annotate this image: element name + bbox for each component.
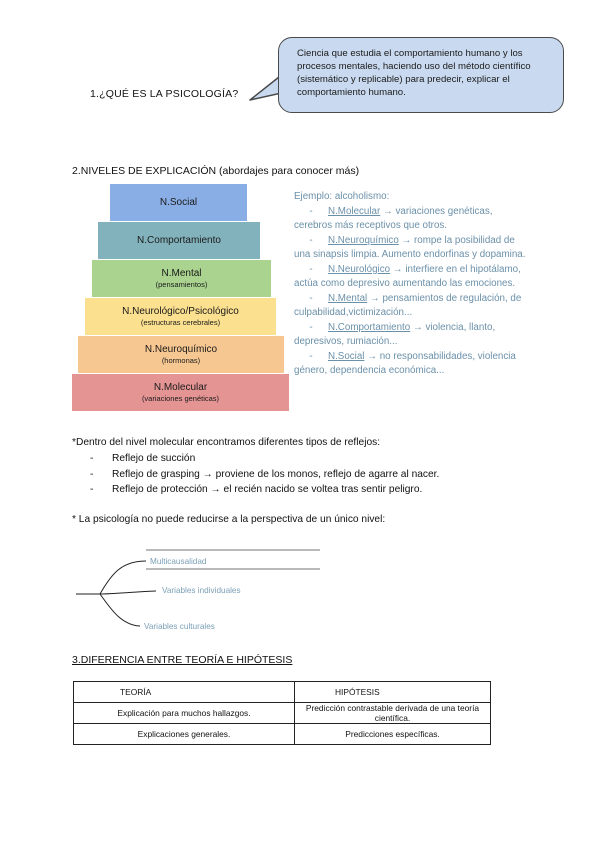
pyramid-level-neurologico bbox=[85, 298, 276, 335]
pyramid-label: N.Mental bbox=[161, 267, 202, 279]
table-row bbox=[74, 724, 491, 745]
example-level: N.Comportamiento bbox=[328, 321, 411, 333]
comparison-table bbox=[73, 681, 491, 745]
pyramid-sublabel: (hormonas) bbox=[161, 355, 201, 365]
pyramid-label: N.Social bbox=[159, 196, 198, 208]
example-item: - N.Comportamiento → violencia, llanto, depresivos, rumiación... bbox=[294, 321, 496, 347]
example-text: → interfiere en el hipotálamo, actúa como depresivo aumentando las emociones. bbox=[294, 263, 521, 289]
reflexes-list bbox=[90, 451, 439, 498]
pyramid-sublabel: (variaciones genéticas) bbox=[141, 393, 220, 403]
example-text: → pensamientos de regulación, de culpabilidad,victimización... bbox=[294, 292, 522, 318]
list-item: - Reflejo de succión bbox=[90, 453, 196, 464]
table-cell: Explicaciones generales. bbox=[74, 724, 295, 745]
table-cell: Predicciones específicas. bbox=[295, 724, 491, 745]
branch-line bbox=[100, 594, 140, 626]
example-intro: Ejemplo: alcoholismo: bbox=[294, 191, 390, 202]
single-level-note: * La psicología no puede reducirse a la perspectiva de un único nivel: bbox=[72, 514, 386, 525]
example-item: - N.Mental → pensamientos de regulación, de culpabilidad,victimización... bbox=[294, 292, 522, 318]
section-2-title: 2.NIVELES DE EXPLICACIÓN (abordajes para conocer más) bbox=[72, 165, 360, 177]
example-level: N.Mental bbox=[328, 292, 368, 304]
pyramid-label: N.Neuroquímico bbox=[144, 343, 218, 355]
multicausality-diagram bbox=[70, 543, 330, 635]
example-level: N.Social bbox=[328, 350, 365, 362]
list-item: - Reflejo de grasping → proviene de los monos, reflejo de agarre al nacer. bbox=[90, 468, 440, 480]
pyramid-level-mental bbox=[92, 260, 271, 297]
pyramid-level-comportamiento bbox=[98, 222, 260, 259]
reflexes-intro: *Dentro del nivel molecular encontramos diferentes tipos de reflejos: bbox=[72, 437, 381, 448]
table-cell: Predicción contrastable derivada de una teoría científica. bbox=[295, 703, 491, 724]
section-3-title: 3.DIFERENCIA ENTRE TEORÍA E HIPÓTESIS bbox=[72, 654, 293, 666]
example-text: → no responsabilidades, violencia género, dependencia económica... bbox=[294, 350, 516, 376]
table-cell: Explicación para muchos hallazgos. bbox=[74, 703, 295, 724]
example-level: N.Molecular bbox=[328, 205, 381, 217]
example-item: - N.Social → no responsabilidades, violencia género, dependencia económica... bbox=[294, 350, 516, 376]
diagram-label-culturales: Variables culturales bbox=[144, 622, 215, 631]
diagram-label-individuales: Variables individuales bbox=[162, 586, 241, 595]
pyramid-level-social bbox=[110, 184, 247, 221]
definition-text: Ciencia que estudia el comportamiento humano y los procesos mentales, haciendo uso del método científico (sistemático y replicable) para predecir, explicar el comportamiento humano. bbox=[297, 48, 531, 98]
header-hipotesis: HIPÓTESIS bbox=[295, 682, 491, 703]
table-header-row bbox=[74, 682, 491, 703]
diagram-label-multicausalidad: Multicausalidad bbox=[150, 557, 207, 566]
section-1-question: 1.¿QUÉ ES LA PSICOLOGÍA? bbox=[90, 88, 239, 100]
branch-line bbox=[100, 561, 146, 594]
alcoholism-example bbox=[294, 190, 526, 379]
pyramid-sublabel: (pensamientos) bbox=[155, 279, 208, 289]
example-item: - N.Neuroquímico → rompe la posibilidad de una sinapsis limpia. Aumento endorfinas y dopamina. bbox=[294, 234, 526, 260]
example-level: N.Neurológico bbox=[328, 263, 391, 275]
table-row bbox=[74, 703, 491, 724]
pyramid-label: N.Comportamiento bbox=[137, 234, 221, 246]
pyramid-label: N.Neurológico/Psicológico bbox=[122, 305, 239, 317]
pyramid-label: N.Molecular bbox=[153, 381, 208, 393]
example-item: - N.Molecular → variaciones genéticas, cerebros más receptivos que otros. bbox=[294, 205, 493, 231]
example-text: → violencia, llanto, depresivos, rumiación... bbox=[294, 321, 496, 347]
example-level: N.Neuroquímico bbox=[328, 234, 399, 246]
pyramid-sublabel: (estructuras cerebrales) bbox=[140, 317, 221, 327]
branch-line bbox=[100, 591, 156, 594]
pyramid-level-molecular bbox=[72, 374, 289, 411]
example-text: → rompe la posibilidad de una sinapsis limpia. Aumento endorfinas y dopamina. bbox=[294, 234, 526, 260]
pyramid-level-neuroquimico bbox=[78, 336, 284, 373]
definition-bubble bbox=[278, 37, 564, 113]
list-item: - Reflejo de protección → el recién nacido se voltea tras sentir peligro. bbox=[90, 484, 423, 495]
example-text: → variaciones genéticas, cerebros más receptivos que otros. bbox=[294, 205, 493, 231]
header-teoria: TEORÍA bbox=[74, 682, 295, 703]
example-item: - N.Neurológico → interfiere en el hipotálamo, actúa como depresivo aumentando las emociones. bbox=[294, 263, 521, 289]
